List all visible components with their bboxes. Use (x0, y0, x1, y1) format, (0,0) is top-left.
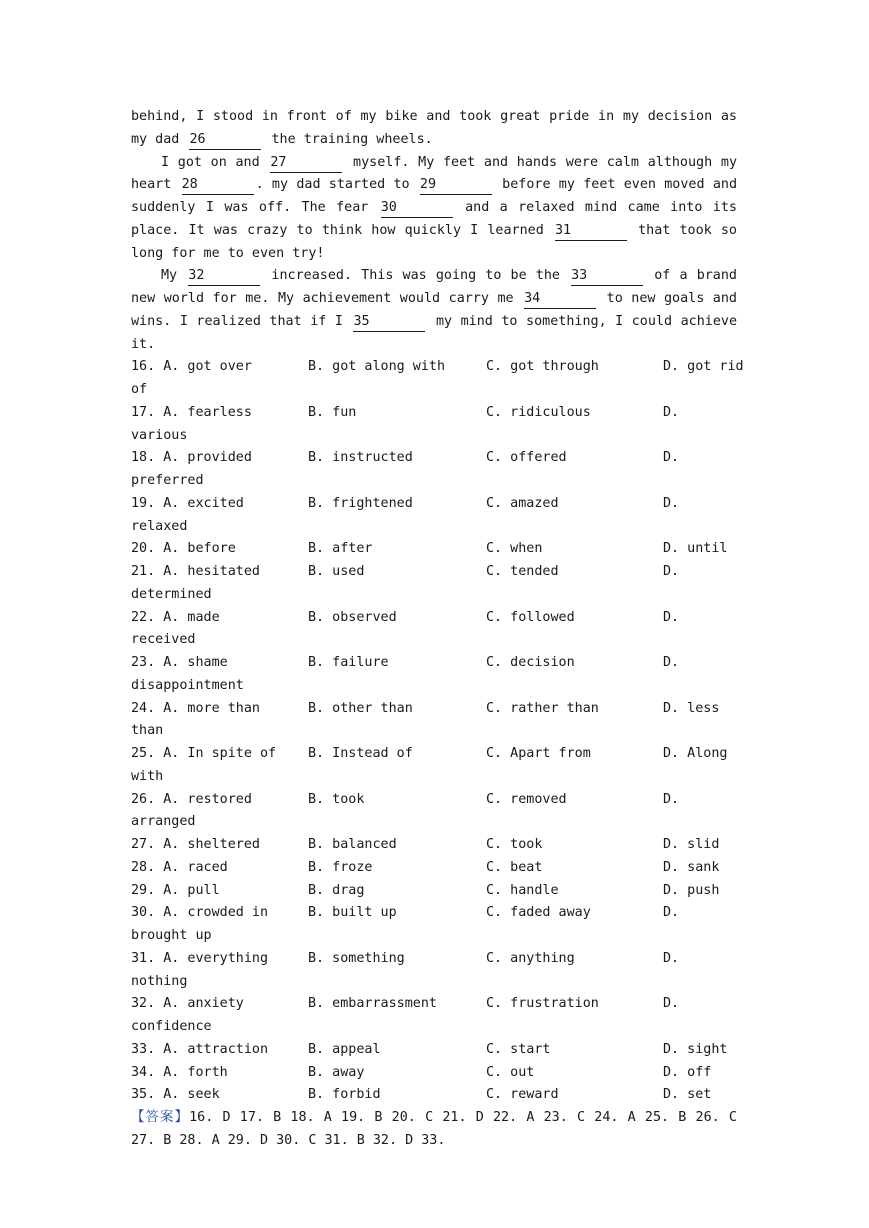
option-a: 26. A. restored (131, 791, 252, 807)
question-item (131, 880, 737, 903)
blank-31: 31 (555, 222, 627, 241)
option-c: C. when (486, 541, 543, 557)
option-row (131, 402, 737, 425)
option-b: B. built up (308, 905, 397, 921)
option-continuation: relaxed (131, 518, 188, 534)
passage-text: My (161, 268, 187, 284)
option-c: C. followed (486, 609, 575, 625)
option-d: D. (663, 791, 680, 807)
option-row (131, 698, 737, 721)
blank-27: 27 (270, 154, 342, 173)
question-item (131, 652, 737, 698)
option-row (131, 902, 737, 925)
answer-text: 16. D 17. B 18. A 19. B 20. C 21. D 22. A 23. C 24. A 25. B 26. C 27. B 28. A 29. D 30. C 31. B 32. D 33. (131, 1110, 737, 1148)
blank-34: 34 (524, 290, 596, 309)
question-item (131, 356, 744, 402)
option-row (131, 607, 737, 630)
option-b: B. away (308, 1064, 365, 1080)
option-a: 20. A. before (131, 541, 236, 557)
option-c: C. amazed (486, 495, 559, 511)
option-d: D. (663, 404, 680, 420)
option-d: D. Along (663, 746, 728, 761)
passage-text: I got on and (161, 154, 269, 170)
passage-text: the training wheels. (263, 131, 433, 147)
question-item (131, 902, 737, 948)
option-b: B. Instead of (308, 746, 413, 761)
question-item (131, 561, 737, 607)
option-continuation: nothing (131, 973, 188, 989)
passage-paragraph-1 (131, 106, 737, 152)
option-c: C. handle (486, 882, 559, 898)
option-c: C. ridiculous (486, 404, 591, 420)
option-b: B. froze (308, 859, 373, 875)
document-page (131, 106, 744, 1153)
question-item (131, 607, 737, 653)
option-continuation: with (131, 768, 164, 784)
option-b: B. instructed (308, 450, 413, 466)
option-d: D. sank (663, 859, 720, 875)
option-row (131, 1084, 737, 1107)
blank-30: 30 (381, 199, 453, 218)
option-c: C. Apart from (486, 746, 591, 761)
option-d: D. (663, 450, 680, 466)
option-d: D. set (663, 1087, 712, 1103)
option-row (131, 880, 737, 903)
option-c: C. tended (486, 564, 559, 579)
option-c: C. beat (486, 859, 543, 875)
option-a: 29. A. pull (131, 882, 220, 898)
option-row (131, 948, 737, 971)
option-b: B. appeal (308, 1041, 381, 1057)
blank-26: 26 (189, 131, 261, 150)
option-c: C. out (486, 1064, 535, 1080)
option-d: D. sight (663, 1041, 728, 1057)
passage-text: before my feet even moved and suddenly I was off. The fear (131, 177, 738, 215)
option-row (131, 356, 744, 379)
answer-key (131, 1107, 737, 1153)
option-row (131, 1062, 737, 1085)
option-row (131, 743, 737, 766)
option-b: B. took (308, 791, 365, 807)
option-a: 31. A. everything (131, 950, 269, 966)
option-a: 19. A. excited (131, 495, 244, 511)
option-d: D. off (663, 1064, 712, 1080)
passage-text: myself. My feet and hands were calm although my heart (131, 154, 738, 193)
option-b: B. forbid (308, 1087, 381, 1103)
question-item (131, 698, 737, 744)
option-continuation: arranged (131, 814, 196, 830)
option-a: 27. A. sheltered (131, 837, 260, 852)
question-item (131, 447, 737, 493)
option-b: B. failure (308, 655, 389, 670)
option-a: 35. A. seek (131, 1087, 220, 1103)
passage-text: to new goals and wins. I realized that if I (131, 291, 737, 329)
option-b: B. other than (308, 700, 413, 716)
option-a: 22. A. made (131, 609, 220, 625)
option-c: C. decision (486, 655, 575, 670)
option-b: B. observed (308, 609, 397, 625)
option-a: 33. A. attraction (131, 1041, 269, 1057)
option-c: C. rather than (486, 700, 599, 716)
option-continuation: received (131, 632, 196, 648)
question-item (131, 402, 737, 448)
option-c: C. faded away (486, 905, 591, 921)
option-continuation: of (131, 382, 148, 397)
option-b: B. got along with (308, 359, 446, 375)
option-d: D. (663, 495, 680, 511)
option-b: B. fun (308, 404, 357, 420)
option-d: D. until (663, 541, 728, 557)
option-a: 34. A. forth (131, 1064, 228, 1080)
option-continuation: confidence (131, 1019, 212, 1034)
question-item (131, 834, 737, 857)
option-a: 24. A. more than (131, 700, 260, 716)
option-a: 23. A. shame (131, 655, 228, 670)
option-row (131, 447, 737, 470)
option-a: 32. A. anxiety (131, 996, 244, 1012)
option-d: D. less (663, 700, 720, 716)
question-item (131, 1062, 737, 1085)
option-row (131, 538, 737, 561)
option-b: B. something (308, 950, 405, 966)
option-b: B. after (308, 541, 373, 557)
option-row (131, 561, 737, 584)
option-d: D. (663, 996, 680, 1012)
option-c: C. got through (486, 359, 599, 375)
passage-text: my mind to something, I could achieve it. (131, 313, 738, 352)
passage-text: and a relaxed mind came into its place. It was crazy to think how quickly I learned (131, 200, 737, 238)
question-item (131, 789, 737, 835)
option-row (131, 834, 737, 857)
answer-label: 【答案】 (131, 1110, 190, 1125)
option-row (131, 993, 737, 1016)
option-c: C. frustration (486, 996, 599, 1012)
option-row (131, 857, 737, 880)
option-continuation: brought up (131, 928, 212, 943)
blank-33: 33 (571, 267, 643, 286)
option-b: B. frightened (308, 495, 413, 511)
option-d: D. (663, 905, 680, 921)
option-c: C. offered (486, 450, 567, 466)
option-a: 25. A. In spite of (131, 746, 277, 761)
question-item (131, 538, 737, 561)
option-b: B. used (308, 564, 365, 579)
passage-paragraph-2 (131, 152, 737, 266)
option-row (131, 1039, 737, 1062)
passage-text: increased. This was going to be the (262, 268, 570, 284)
question-item (131, 857, 737, 880)
passage-text: of a brand new world for me. My achievement would carry me (131, 268, 737, 306)
option-row (131, 652, 737, 675)
question-item (131, 1084, 737, 1107)
option-continuation: various (131, 427, 188, 443)
option-d: D. (663, 655, 680, 670)
question-item (131, 1039, 737, 1062)
option-c: C. anything (486, 950, 575, 966)
question-item (131, 493, 737, 539)
option-continuation: than (131, 723, 164, 739)
option-a: 18. A. provided (131, 450, 252, 466)
option-row (131, 493, 737, 516)
question-list (131, 356, 744, 1107)
option-d: D. (663, 564, 680, 579)
question-item (131, 948, 737, 994)
option-d: D. (663, 950, 680, 966)
option-c: C. reward (486, 1087, 559, 1103)
option-continuation: determined (131, 586, 212, 602)
option-a: 16. A. got over (131, 359, 252, 375)
option-continuation: disappointment (131, 677, 244, 693)
option-c: C. took (486, 837, 543, 852)
option-a: 17. A. fearless (131, 404, 252, 420)
option-d: D. got rid (663, 359, 744, 375)
question-item (131, 743, 737, 789)
question-item (131, 993, 737, 1039)
option-b: B. embarrassment (308, 996, 437, 1012)
blank-32: 32 (188, 267, 260, 286)
option-d: D. slid (663, 837, 720, 852)
passage-text: behind, I stood in front of my bike and took great pride in my decision as my dad (131, 109, 737, 147)
option-a: 21. A. hesitated (131, 564, 260, 579)
option-d: D. (663, 609, 680, 625)
passage-paragraph-3 (131, 265, 737, 356)
option-c: C. removed (486, 791, 567, 807)
passage-text: . my dad started to (255, 177, 418, 193)
option-d: D. push (663, 882, 720, 898)
option-b: B. drag (308, 882, 365, 898)
option-b: B. balanced (308, 837, 397, 852)
blank-35: 35 (353, 313, 425, 332)
option-a: 28. A. raced (131, 859, 228, 875)
passage-text: that took so long for me to even try! (131, 222, 737, 261)
blank-28: 28 (182, 176, 254, 195)
blank-29: 29 (420, 176, 492, 195)
option-continuation: preferred (131, 473, 204, 488)
option-a: 30. A. crowded in (131, 905, 269, 921)
option-c: C. start (486, 1041, 551, 1057)
option-row (131, 789, 737, 812)
